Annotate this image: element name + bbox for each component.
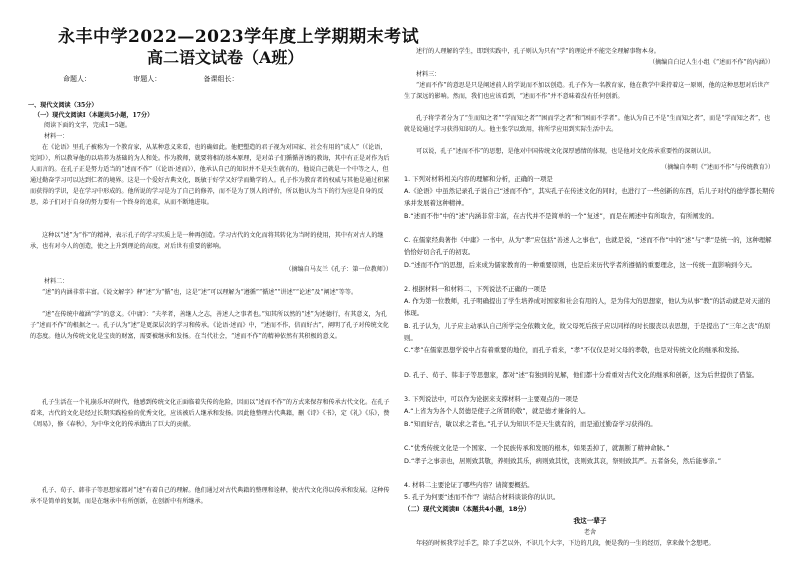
- source-citation: （摘编自白记人生小组《“述而不作”的内涵》）: [648, 59, 774, 66]
- exam-title: 永丰中学2022—2023学年度上学期期末考试: [58, 27, 420, 47]
- material-label: 材料三：: [416, 71, 441, 78]
- option-2d: D. 孔子、荀子、韩非子等思想家，都对“述”有独到的见解，他们都十分看重对古代文化的继承和创新，这为后世提供了借鉴。: [404, 371, 759, 379]
- material3-paragraph: “述而不作”的意思是只是阐述前人的学说而不加以创造。孔子作为一名教育家，他在教学中秉持着这一原则，他的这种思想对后世产生了深远的影响。然而，我们也应该看到，“述而不作”并不意味着没有任何创新。: [404, 82, 770, 100]
- question-1: 1. 下列对材料相关内容的理解和分析，正确的一项是: [404, 175, 553, 183]
- material-label: 材料一：: [44, 133, 69, 140]
- author-meta: [63, 74, 278, 84]
- material3-paragraph: 孔子将学者分为了“生而知之者”“学而知之者”“困而学之者”和“困而不学者”。他认为自己不是“生而知之者”，而是“学而知之者”，也就是说通过学习获得知识的人。他主张学以致用，将所学应用到实际生活中去。: [404, 115, 771, 133]
- exam-subtitle: 高二语文试卷（A班）: [147, 48, 304, 67]
- source-citation: （摘编自马友兰《孔子：第一位教师》）: [285, 266, 392, 273]
- meta-author: 命题人：: [63, 75, 91, 83]
- option-3d: D.“孝子之事亲也，居则致其敬，养则致其乐，病则致其忧，丧则致其哀，祭则致其严。五者备矣，然后能事亲。”: [404, 457, 722, 465]
- reading-instruction: 阅读下面的文字，完成1～5题。: [44, 122, 131, 129]
- material2-paragraph: 孔子生活在一个礼崩乐坏的时代，他感到传统文化正面临着失传的危险，因而以“述而不作”的方式来保存和传承古代文化。在孔子看来，古代的文化是经过长期实践检验的优秀文化，应该被后人继承和发扬。因此他整理古代典籍，删《诗》《书》，定《礼》《乐》，赞《周易》，修《春秋》，为中华文化的传承做出了巨大的贡献。: [30, 399, 390, 428]
- story-title: 我这一辈子: [573, 517, 607, 525]
- material1-paragraph: 这种以“述”为“作”的精神，表示孔子的学习实质上是一种再创造。学习古代的文化而将其转化为当时的使用，其中有对古人的继承，也有对今人的创造，使之上升到理论的高度，对后世有重要的影响。: [30, 232, 384, 250]
- subsection-heading: （二）现代文阅读Ⅱ（本题共4小题，18分）: [404, 505, 531, 513]
- material3-paragraph: 可以说，孔子“述而不作”的思想，是他对中国传统文化深厚感情的体现，也是他对文化传承重要性的深刻认识。: [416, 148, 715, 155]
- option-3a: A.“上省为为各个人贤德是使子之所谓的敬”，就是德才兼备的人。: [404, 407, 590, 415]
- story-paragraph: 年轻的时候我学过手艺，除了手艺以外，不识几个大字，下边的几段，便是我的一生的经历，拿来做个念想吧。: [416, 540, 715, 547]
- section-heading: 一、现代文阅读（35分）: [28, 102, 98, 109]
- question-2: 2. 根据材料一和材料二，下列说法不正确的一项是: [404, 285, 547, 293]
- option-3b: B.“知而好古，敏以求之者也。”孔子认为知识不是天生就有的，而是通过勤奋学习获得的。: [404, 420, 657, 428]
- continued-paragraph: 述行的人理解的学生，即到实践中，孔子则认为只有“学”的理论并不能完全理解事物本身。: [416, 48, 660, 55]
- subsection-heading: （一）现代文阅读Ⅰ（本题共5小题，17分）: [34, 112, 154, 119]
- story-author: 老舍: [583, 529, 597, 536]
- option-1d: D.“述而不作”的思想，后来成为儒家教育的一种重要原则，也是后来历代学者所遵循的重要理念，这一传统一直影响到今天。: [404, 261, 757, 269]
- option-1a: A.《论语》中虽然记录孔子说自己“述而不作”，其实孔子在传述文化的同时，也进行了一些创新的东西，后儿子对代的德学都长期传承并发展着这种精神。: [404, 187, 775, 208]
- question-4: 4. 材料二主要论证了哪些内容？请简要概括。: [404, 481, 534, 489]
- option-1b: B.“述而不作”中的“述”内涵非常丰富，在古代并不是简单的一个“复述”，而是在阐述中有所取舍，有所阐发的。: [404, 212, 718, 220]
- option-3c: C.“优秀传统文化是一个国家、一个民族传承和发展的根本，如果丢掉了，就割断了精神命脉。”: [404, 444, 670, 452]
- material1-paragraph: 在《论语》里孔子被称为一个教育家，从某种意义来看，也的确如此。他把塑造的君子视为对国家、社会有用的“成人”（《论语，宪问》），所以教导他的以培养为基础的为人和处。作为教师，就要将相的基本原理，是对弟子们循循善诱的教诲，其中有正是对作为后人而言的。在孔子正是努力适当的“述而不作”（《论语·述而》），他承认自己的知识并不是天生就有的，他说自己就是一个中等之人，但通过勤奋学习可以达到仁者的境界。这是一个爱好古典文化，既敏于好学又好学而勤学的人。孔子作为教育者的权威与其他是通过积累而获得的学识，是在学习中形成的。他所说的学习是为了自己的修养，而不是为了别人的评价，所以他认为当下的行为应是自身的反思，弟子们对于自身的努力要有一个终身的追求，从而不断地进取。: [30, 144, 390, 206]
- option-2b: B. 孔子认为，儿子应主动承认自己所学完全依赖文化，故父母死后孩子应以同样的时长服丧以表思想，于是提出了“三年之丧”的原则。: [404, 322, 771, 343]
- source-citation: （摘编自李明《“述而不作”与传统教育》）: [661, 164, 774, 171]
- meta-group-lead: 备课组长：: [203, 75, 239, 83]
- option-1c: C. 在儒家经典著作《中庸》一书中，从为“孝”应包括“善述人之事也”，也就是说，“述而不作”中的“述”与“孝”是统一的，这种理解恰恰好切合孔子的初衷。: [404, 236, 772, 257]
- option-2c: C.“孝”在儒家思想学说中占有着重要的地位，而孔子看来，“孝”不仅仅是对父母的孝敬，也是对传统文化的继承和发扬。: [404, 346, 744, 354]
- material2-paragraph: 孔子、荀子、韩非子等思想家都对“述”有着自己的理解。他们通过对古代典籍的整理和诠释，使古代文化得以传承和发展。这种传承不是简单的复制，而是在继承中有所创新，在创新中有所继承。: [30, 487, 390, 505]
- question-5: 5. 孔子为何要“述而不作”？请结合材料谈谈你的认识。: [404, 493, 560, 501]
- material-label: 材料二：: [44, 278, 69, 285]
- material2-paragraph: “述”在传统中蕴涵“学”的意义。《中庸》：“夫孝者，善继人之志，善述人之事者也。”知其所以然的“述”为述德行，有其意义，为孔子“述而不作”的根据之一。孔子认为“述”是更深层次的学习和传承。《论语·述而》中，“述而不作，信而好古”，阐明了孔子对传统文化的态度。他认为传统文化是宝贵的财富，需要被继承和发扬。在当代社会，“述而不作”的精神依然有其积极的意义。: [30, 311, 389, 340]
- meta-reviewer: 审题人：: [133, 75, 162, 83]
- option-2a: A. 作为第一位教师，孔子明确提出了学生培养成对国家和社会有用的人，是为伟大的思想家，他认为从事“教”的活动就是对天道的体现。: [404, 297, 771, 318]
- material2-paragraph: “述”的内涵非常丰富。《说文解字》释“述”为“循”也，这是“述”可以理解为“遵循”“循述”“讲述”“论述”及“阐述”等等。: [42, 289, 358, 296]
- question-3: 3. 下列说法中，可以作为论据来支撑材料一主要观点的一项是: [404, 395, 579, 403]
